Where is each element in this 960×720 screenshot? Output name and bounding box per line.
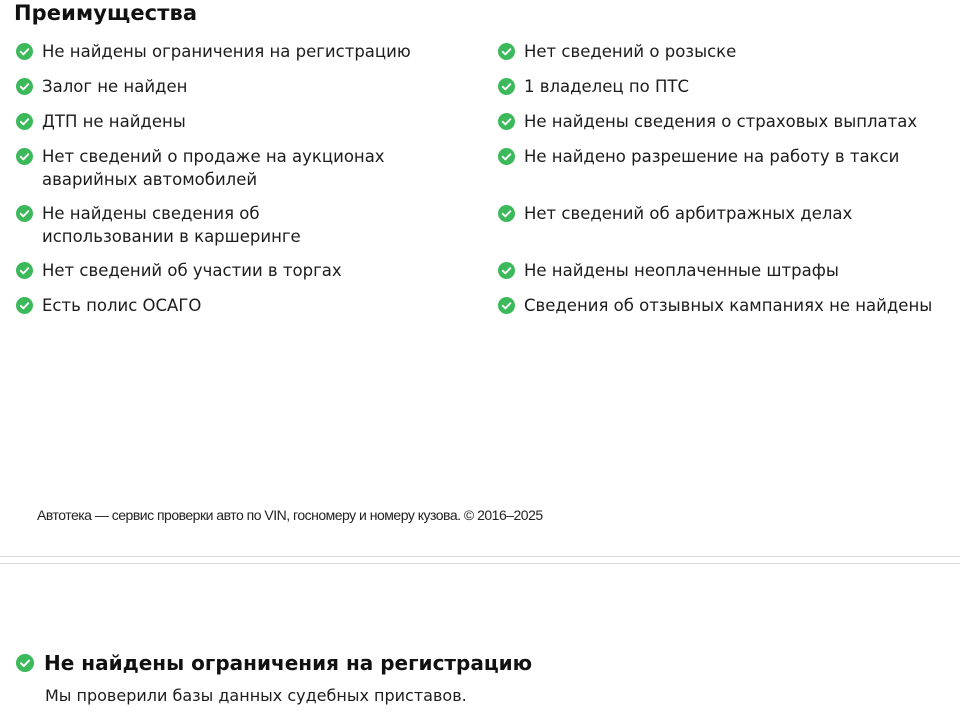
check-circle-icon xyxy=(498,43,515,60)
footer-copyright: Автотека — сервис проверки авто по VIN, госномеру и номеру кузова. © 2016–2025 xyxy=(37,507,543,523)
benefit-item xyxy=(16,40,482,63)
check-circle-icon xyxy=(16,78,33,95)
benefit-label: Нет сведений о продаже на аукционах аварийных автомобилей xyxy=(42,147,385,189)
detail-heading xyxy=(16,650,532,676)
check-circle-icon xyxy=(16,262,33,279)
detail-description: Мы проверили базы данных судебных приставов. xyxy=(45,686,467,705)
section-title: Преимущества xyxy=(14,1,198,25)
check-circle-icon xyxy=(498,78,515,95)
benefit-item xyxy=(16,259,482,282)
benefit-label: Нет сведений о розыске xyxy=(524,42,737,61)
benefit-label: Есть полис ОСАГО xyxy=(42,296,202,315)
benefit-item xyxy=(16,110,482,133)
benefit-label: Не найдены неоплаченные штрафы xyxy=(524,261,839,280)
benefit-label: Не найдено разрешение на работу в такси xyxy=(524,147,900,166)
benefit-label: Нет сведений об арбитражных делах xyxy=(524,204,853,223)
check-circle-icon xyxy=(498,262,515,279)
benefit-item xyxy=(16,75,482,98)
benefit-label: Нет сведений об участии в торгах xyxy=(42,261,342,280)
benefit-item xyxy=(498,202,958,225)
check-circle-icon xyxy=(498,205,515,222)
benefit-item xyxy=(16,145,482,191)
check-circle-icon xyxy=(498,297,515,314)
benefit-item xyxy=(16,294,482,317)
benefit-item xyxy=(16,202,396,248)
check-circle-icon xyxy=(16,113,33,130)
benefit-label: Не найдены сведения о страховых выплатах xyxy=(524,112,918,131)
check-circle-icon xyxy=(16,43,33,60)
benefit-item xyxy=(498,145,958,168)
check-circle-icon xyxy=(16,148,33,165)
check-circle-icon xyxy=(498,113,515,130)
benefit-item xyxy=(498,294,958,317)
benefit-label: Залог не найден xyxy=(42,77,188,96)
benefit-label: ДТП не найдены xyxy=(42,112,186,131)
check-circle-icon xyxy=(16,205,33,222)
check-circle-icon xyxy=(498,148,515,165)
benefit-item xyxy=(498,75,958,98)
benefit-item xyxy=(498,40,958,63)
detail-title: Не найдены ограничения на регистрацию xyxy=(44,651,533,675)
benefit-label: 1 владелец по ПТС xyxy=(524,77,689,96)
check-circle-icon xyxy=(16,297,33,314)
benefit-item xyxy=(498,110,958,133)
divider xyxy=(0,563,960,564)
check-circle-icon xyxy=(16,654,34,672)
benefit-item xyxy=(498,259,958,282)
benefit-label: Сведения об отзывных кампаниях не найдены xyxy=(524,296,933,315)
benefit-label: Не найдены ограничения на регистрацию xyxy=(42,42,411,61)
benefit-label: Не найдены сведения об использовании в каршеринге xyxy=(42,204,301,246)
divider xyxy=(0,556,960,557)
